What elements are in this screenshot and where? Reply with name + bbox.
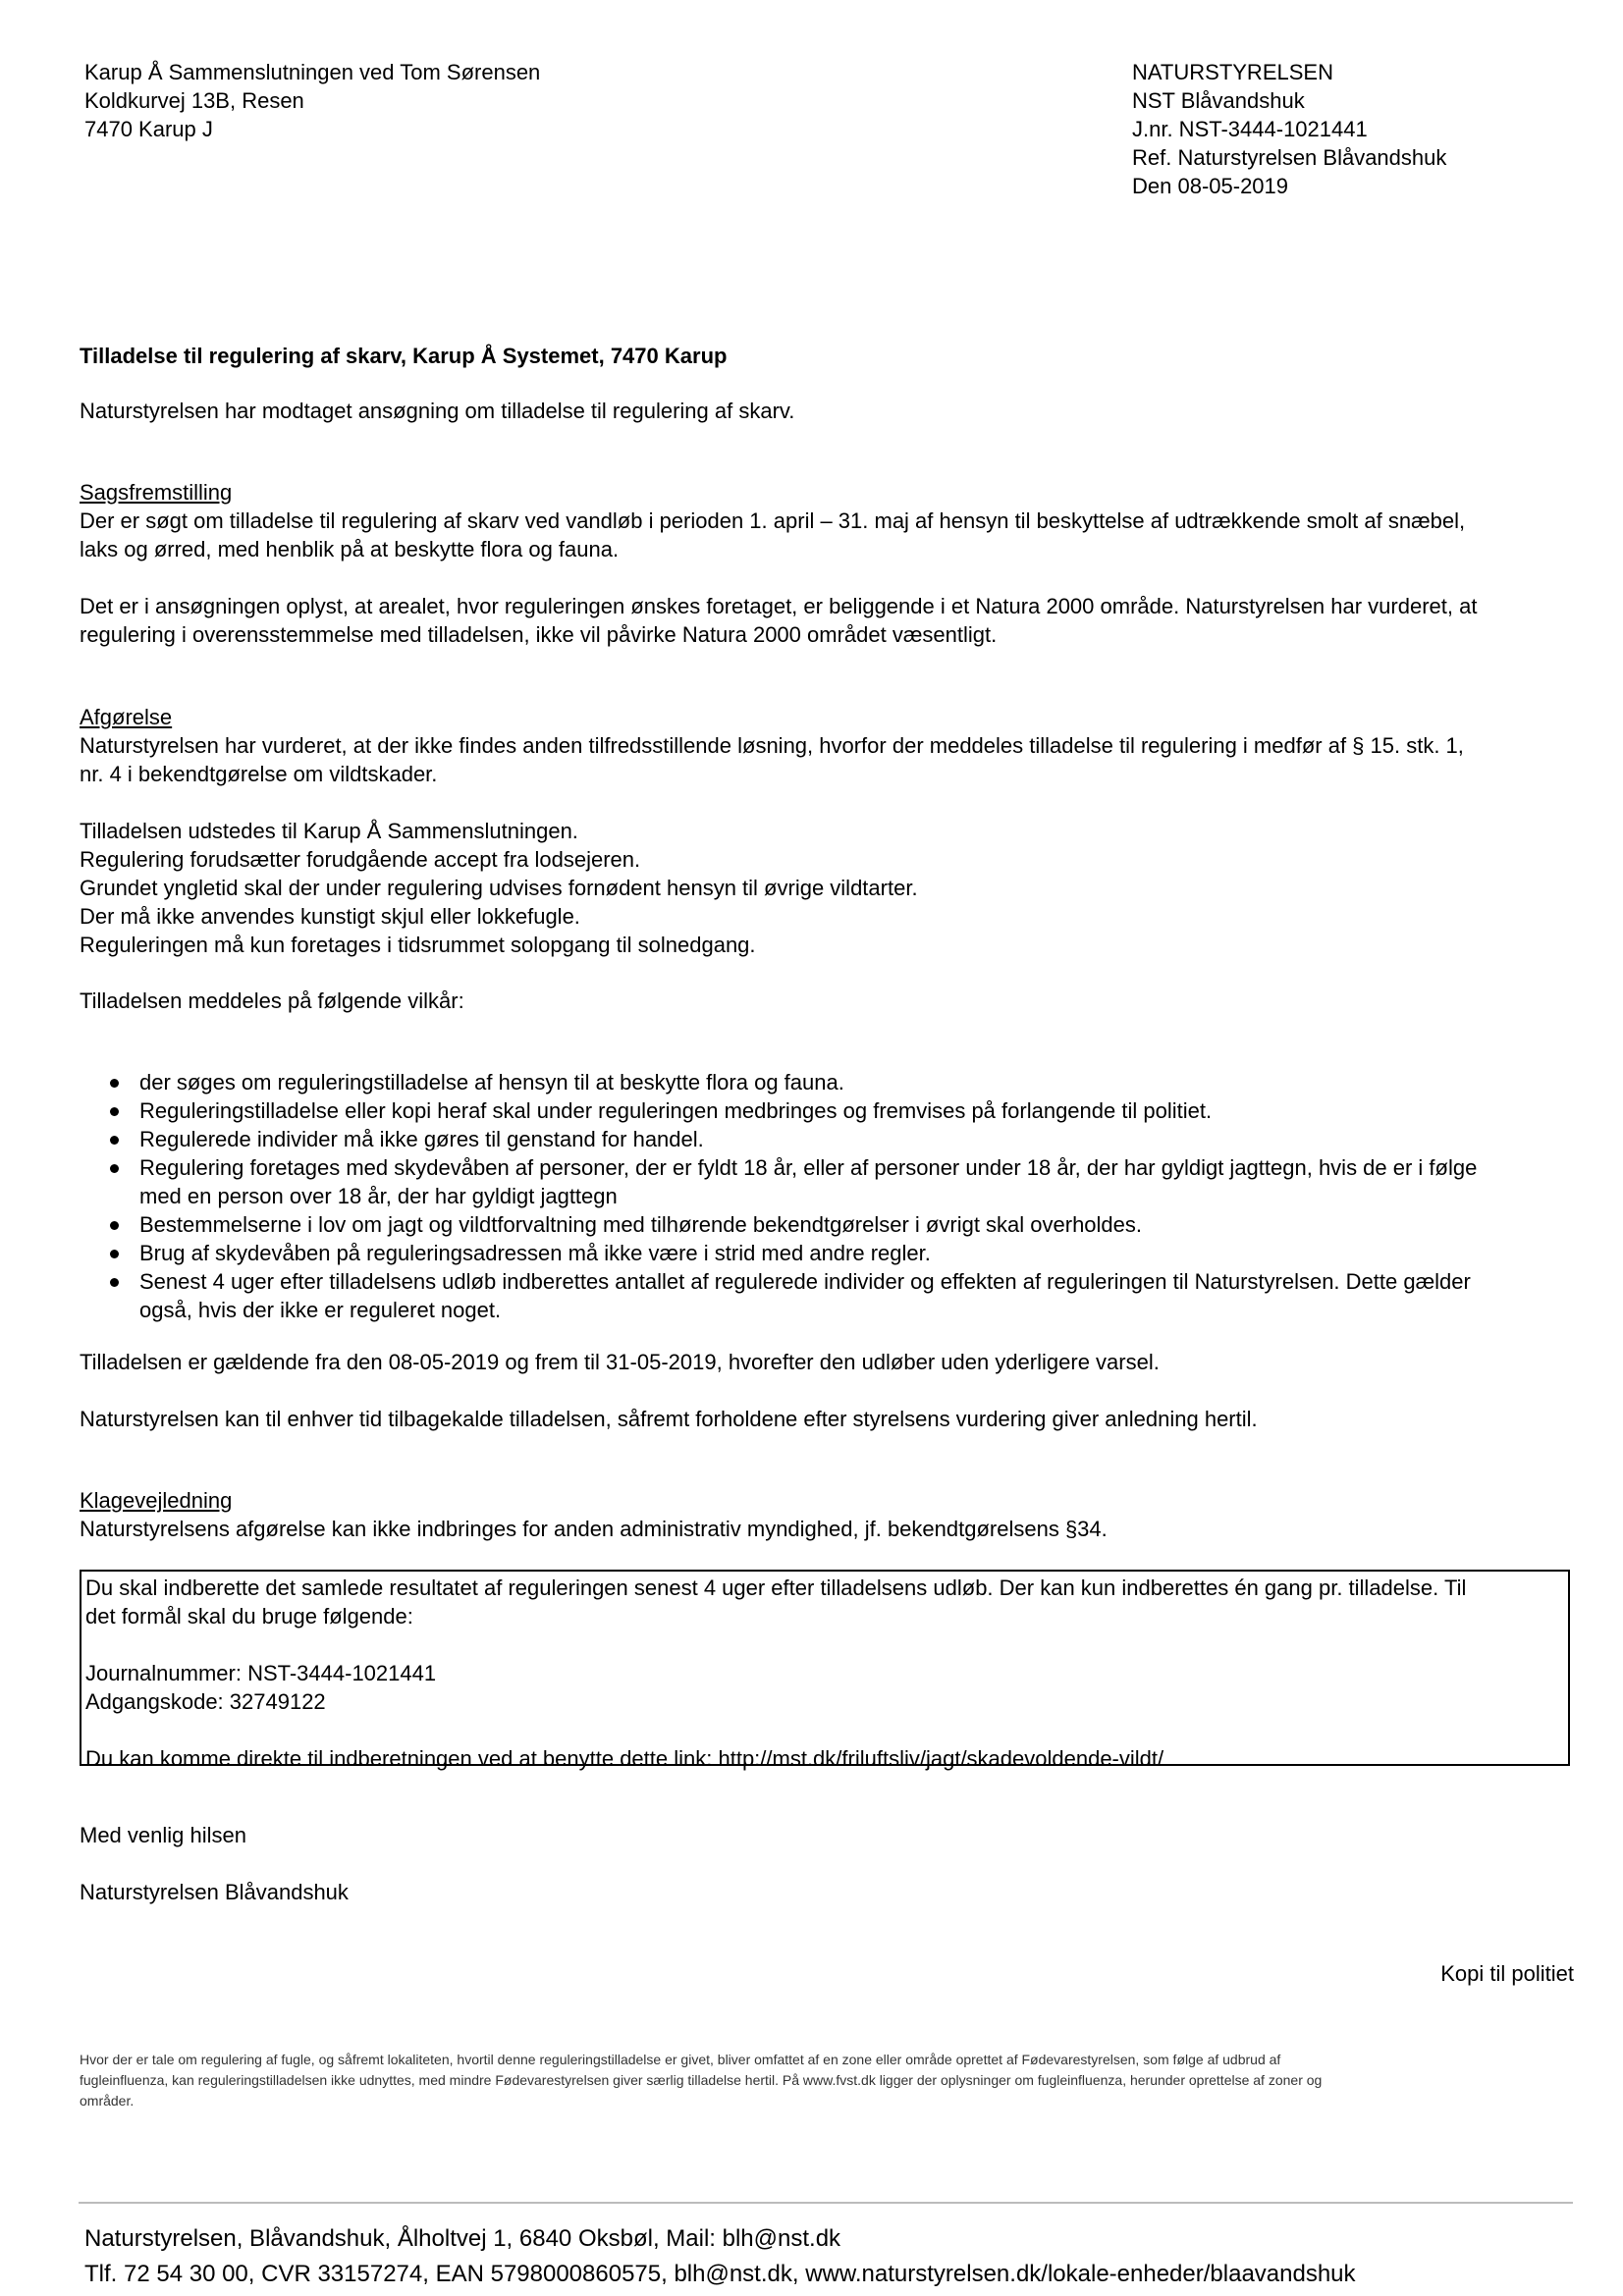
text-line: laks og ørred, med henblik på at beskytte flora og fauna.	[80, 537, 620, 561]
bullet-icon	[110, 1164, 119, 1173]
list-item	[80, 1239, 1582, 1267]
text-line: Det er i ansøgningen oplyst, at arealet, hvor reguleringen ønskes foretaget, er beliggende i et Natura 2000 område. Naturstyrelsen har vurderet, at	[80, 594, 1478, 618]
conditions-list-wrapper	[80, 1068, 1582, 1324]
condition-text: Reguleringstilladelse eller kopi heraf skal under reguleringen medbringes og fremvises på forlangende til politiet.	[139, 1098, 1213, 1123]
sender-city: 7470 Karup J	[84, 117, 213, 141]
footer-contact: Tlf. 72 54 30 00, CVR 33157274, EAN 5798000860575, blh@nst.dk, www.naturstyrelsen.dk/lokale-enheder/blaavandshuk	[84, 2261, 1356, 2287]
condition-text: der søges om reguleringstilladelse af hensyn til at beskytte flora og fauna.	[139, 1070, 844, 1095]
list-item	[80, 1267, 1582, 1324]
validity-paragraph: Tilladelsen er gældende fra den 08-05-2019 og frem til 31-05-2019, hvorefter den udløber uden yderligere varsel.	[80, 1350, 1160, 1374]
copy-to-police: Kopi til politiet	[1440, 1961, 1574, 1986]
journal-number: J.nr. NST-3444-1021441	[1132, 117, 1368, 141]
text-line: Regulering forudsætter forudgående accept fra lodsejeren.	[80, 847, 641, 872]
heading-afgoerelse: Afgørelse	[80, 705, 173, 729]
text-line: regulering i overensstemmelse med tilladelsen, ikke vil påvirke Natura 2000 området væsentligt.	[80, 622, 998, 647]
heading-klagevejledning: Klagevejledning	[80, 1488, 233, 1513]
sender-street: Koldkurvej 13B, Resen	[84, 88, 304, 113]
afgoerelse-statements	[80, 817, 918, 959]
sagsfremstilling-paragraph-2	[80, 592, 1477, 649]
signature: Naturstyrelsen Blåvandshuk	[80, 1880, 349, 1904]
footer-divider	[79, 2202, 1573, 2204]
bullet-icon	[110, 1221, 119, 1230]
bullet-icon	[110, 1079, 119, 1088]
spacer	[85, 1716, 1564, 1744]
footnote-line: Hvor der er tale om regulering af fugle, og såfremt lokaliteten, hvortil denne reguleringstilladelse er givet, bliver omfattet af en zone eller område oprettet af Fødevarestyrelsen, som følge af udbrud af	[80, 2052, 1281, 2067]
sender-name: Karup Å Sammenslutningen ved Tom Sørensen	[84, 60, 541, 84]
revoke-paragraph: Naturstyrelsen kan til enhver tid tilbagekalde tilladelsen, såfremt forholdene efter styrelsens vurdering giver anledning hertil.	[80, 1407, 1258, 1431]
intro-paragraph: Naturstyrelsen har modtaget ansøgning om tilladelse til regulering af skarv.	[80, 399, 795, 423]
bullet-icon	[110, 1136, 119, 1145]
text-line: Naturstyrelsen har vurderet, at der ikke findes anden tilfredsstillende løsning, hvorfor der meddeles tilladelse til regulering i medfør af § 15. stk. 1,	[80, 733, 1464, 758]
condition-text: Brug af skydevåben på reguleringsadressen må ikke være i strid med andre regler.	[139, 1241, 931, 1265]
footnote-line: fugleinfluenza, kan reguleringstilladelsen ikke udnyttes, med mindre Fødevarestyrelsen giver særlig tilladelse hertil. På www.fvst.dk ligger der oplysninger om fugleinfluenza, herunder oprettelse af zoner og	[80, 2072, 1323, 2088]
text-line: Du skal indberette det samlede resultatet af reguleringen senest 4 uger efter tilladelsens udløb. Der kan kun indberettes én gang pr. tilladelse. Til	[85, 1575, 1467, 1600]
recipient-agency: NATURSTYRELSEN	[1132, 60, 1333, 84]
access-code-line: Adgangskode: 32749122	[85, 1689, 326, 1714]
journal-number-line: Journalnummer: NST-3444-1021441	[85, 1661, 437, 1685]
text-line: Tilladelsen udstedes til Karup Å Sammenslutningen.	[80, 819, 578, 843]
list-item	[80, 1068, 1582, 1096]
condition-text: Regulerede individer må ikke gøres til genstand for handel.	[139, 1127, 704, 1151]
condition-text: Bestemmelserne i lov om jagt og vildtforvaltning med tilhørende bekendtgørelser i øvrigt skal overholdes.	[139, 1212, 1143, 1237]
spacer	[85, 1630, 1564, 1659]
letter-date: Den 08-05-2019	[1132, 174, 1289, 198]
list-item	[80, 1096, 1582, 1125]
list-item	[80, 1153, 1582, 1210]
footnote	[80, 2050, 1582, 2111]
list-item	[80, 1125, 1582, 1153]
afgoerelse-paragraph-1	[80, 731, 1464, 788]
bullet-icon	[110, 1250, 119, 1258]
footer-address: Naturstyrelsen, Blåvandshuk, Ålholtvej 1, 6840 Oksbøl, Mail: blh@nst.dk	[84, 2225, 841, 2252]
reference: Ref. Naturstyrelsen Blåvandshuk	[1132, 145, 1447, 170]
heading-sagsfremstilling: Sagsfremstilling	[80, 480, 233, 505]
condition-text: Senest 4 uger efter tilladelsens udløb indberettes antallet af regulerede individer og effekten af reguleringen til Naturstyrelsen. Dette gælder også, hvis der ikke er reguleret noget.	[139, 1269, 1471, 1322]
report-link-line[interactable]: Du kan komme direkte til indberetningen ved at benytte dette link: http://mst.dk/friluftsliv/jagt/skadevoldende-vildt/	[85, 1746, 1164, 1771]
bullet-icon	[110, 1107, 119, 1116]
text-line: Der må ikke anvendes kunstigt skjul eller lokkefugle.	[80, 904, 580, 929]
text-line: Grundet yngletid skal der under regulering udvises fornødent hensyn til øvrige vildtarter.	[80, 876, 918, 900]
letter-title: Tilladelse til regulering af skarv, Karup Å Systemet, 7470 Karup	[80, 344, 728, 368]
recipient-unit: NST Blåvandshuk	[1132, 88, 1305, 113]
footnote-line: områder.	[80, 2093, 135, 2109]
bullet-icon	[110, 1278, 119, 1287]
sagsfremstilling-paragraph-1	[80, 507, 1465, 563]
text-line: det formål skal du bruge følgende:	[85, 1604, 413, 1629]
condition-text: Regulering foretages med skydevåben af personer, der er fyldt 18 år, eller af personer under 18 år, der har gyldigt jagttegn, hvis de er i følge med en person over 18 år, der har gyldigt jagttegn	[139, 1155, 1478, 1208]
footer	[84, 2221, 1356, 2292]
recipient-address	[1132, 58, 1446, 200]
text-line: Reguleringen må kun foretages i tidsrummet solopgang til solnedgang.	[80, 933, 756, 957]
list-item	[80, 1210, 1582, 1239]
text-line: nr. 4 i bekendtgørelse om vildtskader.	[80, 762, 438, 786]
closing-greeting: Med venlig hilsen	[80, 1823, 246, 1847]
klage-paragraph: Naturstyrelsens afgørelse kan ikke indbringes for anden administrativ myndighed, jf. bekendtgørelsens §34.	[80, 1517, 1108, 1541]
text-line: Der er søgt om tilladelse til regulering af skarv ved vandløb i perioden 1. april – 31. maj af hensyn til beskyttelse af udtrækkende smolt af snæbel,	[80, 508, 1466, 533]
conditions-list	[80, 1068, 1582, 1324]
sender-address	[84, 58, 540, 143]
conditions-intro: Tilladelsen meddeles på følgende vilkår:	[80, 988, 464, 1013]
reporting-box	[80, 1570, 1570, 1771]
